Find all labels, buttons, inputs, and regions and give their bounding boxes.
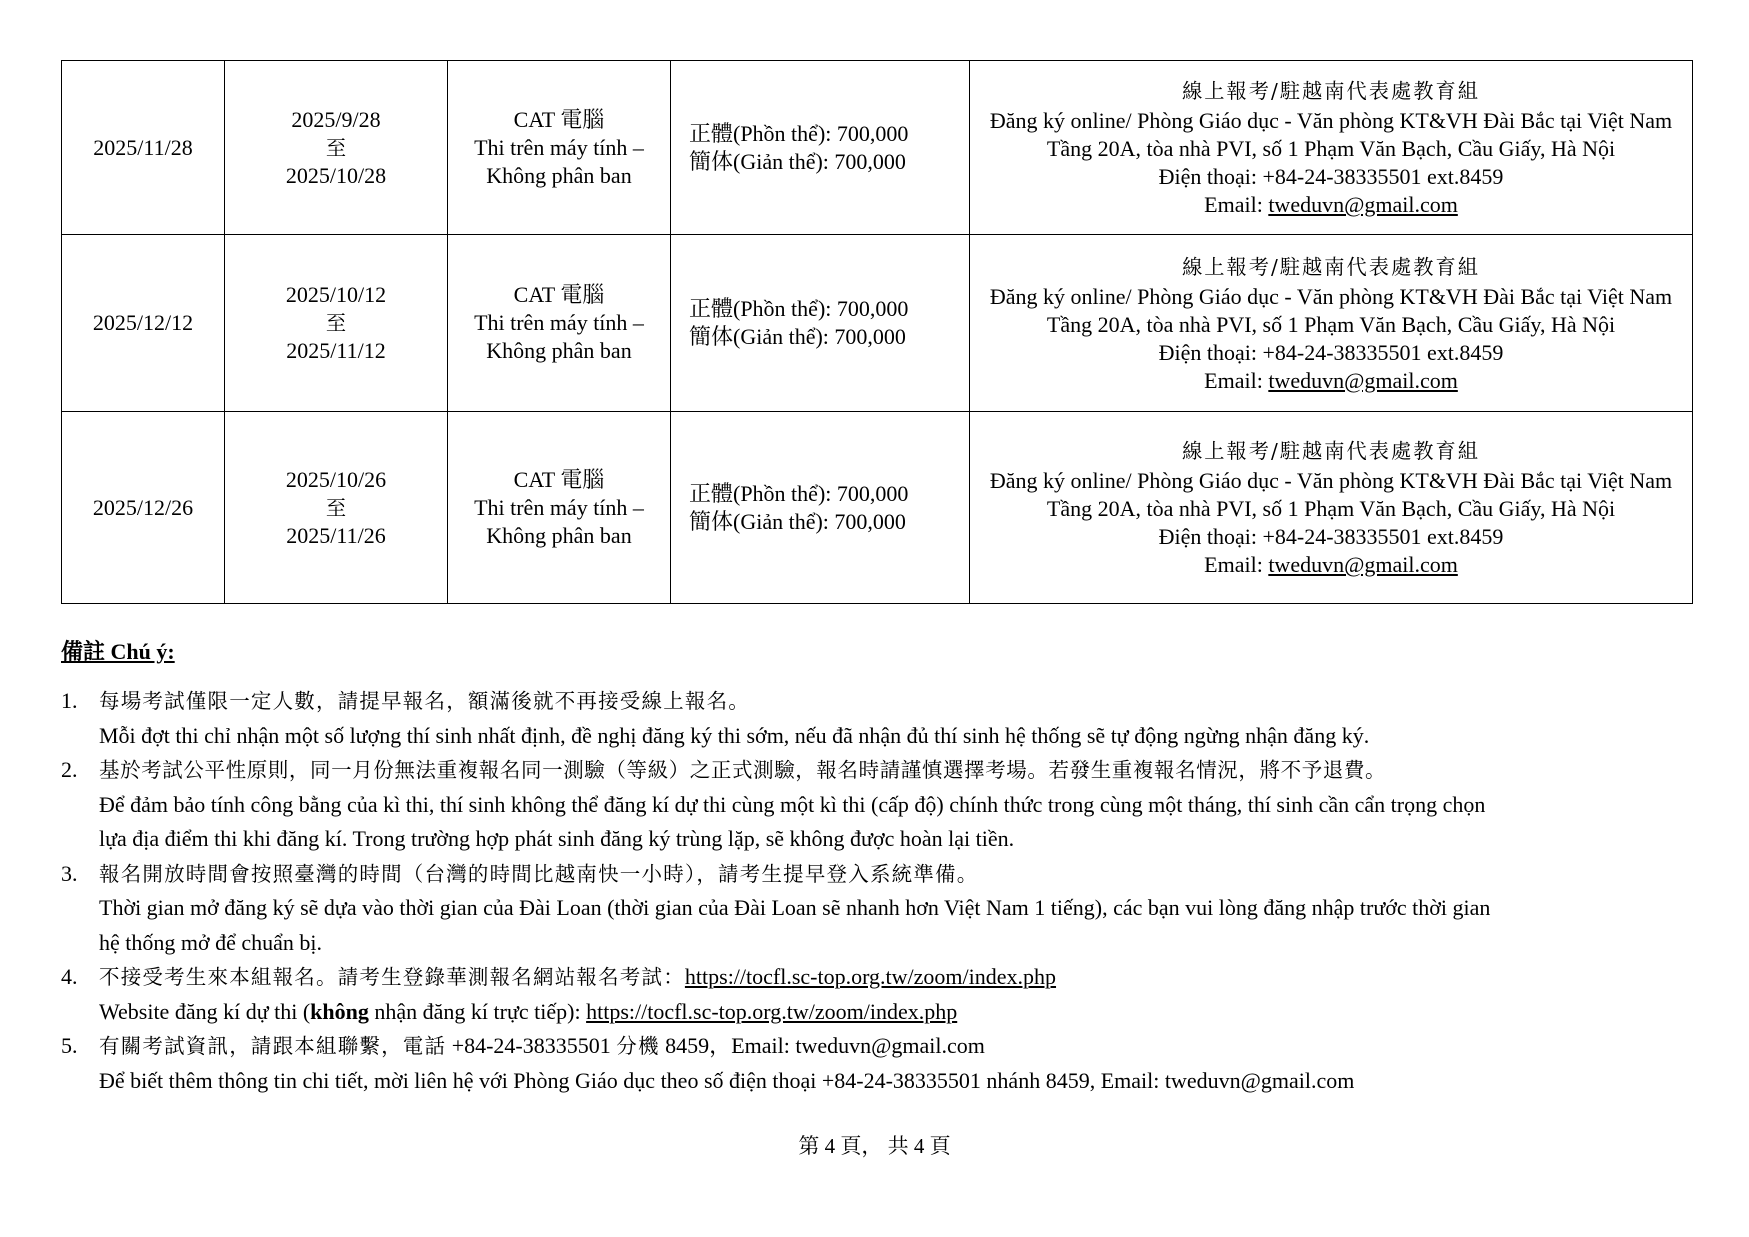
note-text-zh: 不接受考生來本組報名。請考生登錄華測報名網站報名考試： — [99, 965, 685, 989]
exam-type-vi-cont: Không phân ban — [486, 162, 632, 188]
registration-end: 2025/10/28 — [285, 162, 387, 188]
note-text-vi-post: nhận đăng kí trực tiếp): — [368, 998, 587, 1024]
fee-simplified: 簡体(Giản thể): 700,000 — [689, 508, 906, 534]
registration-separator: 至 — [325, 495, 347, 520]
note-text-vi: Để đảm bảo tính công bằng của kì thi, thí sinh không thể đăng kí dự thi cùng một kì thi (cấp độ) chính thức trong cùng một tháng, thí sinh cần cẩn trọng chọn — [99, 791, 1486, 817]
contact-office: Đăng ký online/ Phòng Giáo dục - Văn phòng KT&VH Đài Bắc tại Việt Nam — [989, 283, 1673, 309]
fee-traditional: 正體(Phồn thể): 700,000 — [689, 480, 909, 506]
registration-separator: 至 — [325, 311, 347, 335]
note-text-vi: Để biết thêm thông tin chi tiết, mời liên hệ với Phòng Giáo dục theo số điện thoại +84-24-38335501 nhánh 8459, Email: tweduvn@gmail.com — [99, 1067, 1355, 1093]
note-text-vi-pre: Website đăng kí dự thi ( — [99, 998, 311, 1024]
note-text-vi-cont: lựa địa điểm thi khi đăng kí. Trong trường hợp phát sinh đăng ký trùng lặp, sẽ không được hoàn lại tiền. — [99, 826, 1015, 851]
exam-type-cell — [448, 235, 671, 412]
exam-fee-cell — [671, 61, 970, 235]
exam-type-vi: Thi trên máy tính – — [474, 310, 644, 335]
exam-type-vi: Thi trên máy tính – — [474, 494, 644, 520]
note-zh-row — [99, 960, 1701, 995]
registration-link-zh[interactable]: https://tocfl.sc-top.org.tw/zoom/index.php — [684, 964, 1057, 989]
exam-type-vi-cont: Không phân ban — [486, 522, 632, 548]
registration-contact-cell — [970, 61, 1693, 235]
schedule-row — [62, 235, 1693, 412]
note-text-vi: Thời gian mở đăng ký sẽ dựa vào thời gian của Đài Loan (thời gian của Đài Loan sẽ nhanh hơn Việt Nam 1 tiếng), các bạn vui lòng đăng nhập trước thời gian — [99, 895, 1491, 920]
note-text-zh: 每場考試僅限一定人數，請提早報名，額滿後就不再接受線上報名。 — [99, 689, 750, 713]
fee-simplified: 簡体(Giản thể): 700,000 — [689, 324, 906, 349]
note-text-vi: Mỗi đợt thi chỉ nhận một số lượng thí sinh nhất định, đề nghị đăng ký thi sớm, nếu đã nhận đủ thí sinh hệ thống sẽ tự động ngừng nhận đăng ký. — [99, 722, 1370, 748]
registration-link-vi[interactable]: https://tocfl.sc-top.org.tw/zoom/index.php — [586, 998, 958, 1024]
exam-type-zh: CAT 電腦 — [513, 106, 605, 132]
exam-type-cell — [448, 412, 671, 604]
contact-address: Tầng 20A, tòa nhà PVI, số 1 Phạm Văn Bạch, Cầu Giấy, Hà Nội — [1046, 311, 1616, 337]
contact-email-label: Email: — [1204, 552, 1269, 577]
note-number: 2. — [61, 757, 78, 782]
notes-list — [61, 684, 1701, 1098]
exam-date: 2025/12/26 — [92, 494, 194, 520]
registration-start: 2025/10/12 — [285, 282, 387, 307]
exam-type-vi: Thi trên máy tính – — [474, 134, 644, 160]
contact-phone: Điện thoại: +84-24-38335501 ext.8459 — [1158, 524, 1504, 549]
exam-date-cell — [62, 412, 225, 604]
note-zh-row — [99, 1029, 1701, 1064]
note-ext-label: 分機 — [616, 1034, 660, 1058]
exam-date-cell — [62, 61, 225, 235]
exam-date: 2025/11/28 — [93, 134, 193, 160]
exam-date: 2025/12/12 — [92, 310, 194, 335]
registration-end: 2025/11/26 — [286, 522, 386, 548]
contact-office: Đăng ký online/ Phòng Giáo dục - Văn phòng KT&VH Đài Bắc tại Việt Nam — [989, 108, 1673, 133]
contact-email-row — [970, 367, 1692, 395]
contact-email-link[interactable]: tweduvn@gmail.com — [1268, 552, 1458, 577]
note-text-zh: 報名開放時間會按照臺灣的時間（台灣的時間比越南快一小時），請考生提早登入系統準備。 — [99, 861, 979, 886]
exam-type-cell — [448, 61, 671, 235]
note-ext: 8459， — [659, 1033, 732, 1058]
contact-heading: 線上報考/駐越南代表處教育組 — [1182, 254, 1480, 279]
registration-period-cell — [225, 412, 448, 604]
fee-traditional: 正體(Phồn thể): 700,000 — [689, 120, 909, 146]
note-number: 5. — [61, 1033, 78, 1058]
note-item-5 — [61, 1029, 1701, 1098]
note-vi-row — [99, 995, 1701, 1030]
contact-office: Đăng ký online/ Phòng Giáo dục - Văn phòng KT&VH Đài Bắc tại Việt Nam — [989, 468, 1673, 493]
exam-schedule-table — [61, 60, 1693, 604]
exam-fee-cell — [671, 235, 970, 412]
registration-period-cell — [225, 235, 448, 412]
note-item-3 — [61, 857, 1701, 961]
note-item-2 — [61, 753, 1701, 857]
note-text-zh: 有關考試資訊，請跟本組聯繫，電話 — [99, 1034, 447, 1058]
exam-date-cell — [62, 235, 225, 412]
registration-separator: 至 — [325, 135, 347, 160]
note-number: 4. — [61, 964, 78, 989]
exam-fee-cell — [671, 412, 970, 604]
exam-type-vi-cont: Không phân ban — [486, 338, 632, 363]
registration-end: 2025/11/12 — [286, 338, 386, 363]
contact-address: Tầng 20A, tòa nhà PVI, số 1 Phạm Văn Bạch, Cầu Giấy, Hà Nội — [1046, 136, 1616, 161]
note-item-1 — [61, 684, 1701, 753]
note-number: 1. — [61, 688, 78, 713]
registration-period-cell — [225, 61, 448, 235]
fee-simplified: 簡体(Giản thể): 700,000 — [689, 148, 906, 174]
registration-contact-cell — [970, 412, 1693, 604]
contact-email-row — [970, 551, 1692, 579]
note-text-zh: 基於考試公平性原則，同一月份無法重複報名同一測驗（等級）之正式測驗，報名時請謹慎選擇考場。若發生重複報名情況，將不予退費。 — [99, 758, 1387, 782]
contact-email-label: Email: — [1204, 367, 1269, 393]
contact-address: Tầng 20A, tòa nhà PVI, số 1 Phạm Văn Bạch, Cầu Giấy, Hà Nội — [1046, 496, 1616, 521]
note-email: Email: tweduvn@gmail.com — [731, 1033, 985, 1058]
registration-start: 2025/9/28 — [291, 106, 381, 132]
note-item-4 — [61, 960, 1701, 1029]
notes-title: 備註 Chú ý: — [61, 639, 175, 664]
contact-phone: Điện thoại: +84-24-38335501 ext.8459 — [1158, 164, 1504, 189]
exam-type-zh: CAT 電腦 — [513, 466, 605, 492]
page-footer: 第 4 頁， 共 4 頁 — [798, 1134, 951, 1158]
note-number: 3. — [61, 860, 78, 886]
contact-heading: 線上報考/駐越南代表處教育組 — [1182, 79, 1480, 103]
note-phone: +84-24-38335501 — [446, 1033, 617, 1058]
exam-type-zh: CAT 電腦 — [513, 282, 605, 307]
registration-contact-cell — [970, 235, 1693, 412]
schedule-row — [62, 412, 1693, 604]
contact-email-link[interactable]: tweduvn@gmail.com — [1268, 192, 1458, 217]
note-text-vi-bold: không — [310, 998, 369, 1024]
schedule-row — [62, 61, 1693, 235]
contact-email-row — [970, 191, 1692, 219]
contact-heading: 線上報考/駐越南代表處教育組 — [1182, 439, 1480, 463]
contact-email-link[interactable]: tweduvn@gmail.com — [1268, 367, 1458, 393]
contact-email-label: Email: — [1204, 192, 1269, 217]
registration-start: 2025/10/26 — [285, 466, 387, 492]
contact-phone: Điện thoại: +84-24-38335501 ext.8459 — [1158, 339, 1504, 365]
fee-traditional: 正體(Phồn thể): 700,000 — [689, 296, 909, 321]
note-text-vi-cont: hệ thống mở để chuẩn bị. — [99, 929, 323, 955]
